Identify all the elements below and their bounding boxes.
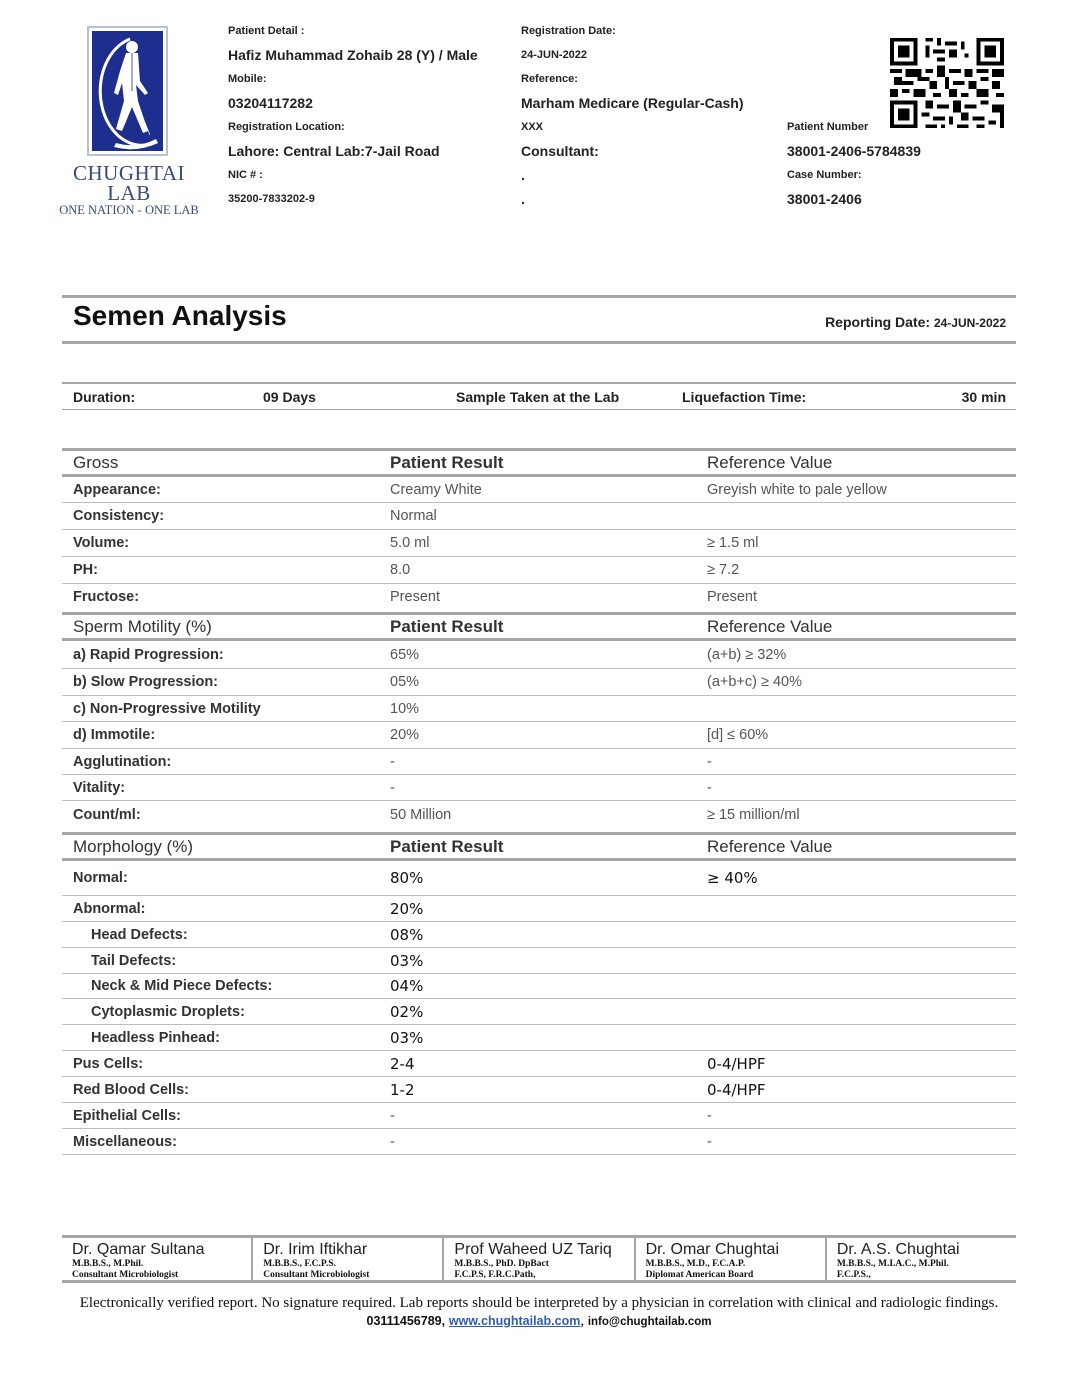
location-value: Lahore: Central Lab:7-Jail Road (228, 143, 440, 159)
test-reference: Greyish white to pale yellow (707, 481, 887, 498)
doctor-title: F.C.P.S., (836, 1270, 871, 1280)
doctor-name: Dr. Omar Chughtai (645, 1241, 779, 1258)
patient-name-value: Hafiz Muhammad Zohaib 28 (Y) / Male (228, 47, 478, 63)
reporting-date-label: Reporting Date: (825, 314, 931, 330)
test-name: Vitality: (73, 779, 126, 796)
test-name: Miscellaneous: (73, 1133, 177, 1150)
test-result: 08% (390, 925, 424, 944)
header-result: Patient Result (390, 616, 504, 636)
doctor-qualification: M.B.B.S., M.Phil. (72, 1259, 144, 1269)
table-row (62, 1103, 1016, 1129)
nic-label: NIC # : (228, 169, 263, 181)
location-label: Registration Location: (228, 121, 345, 133)
test-reference: (a+b) ≥ 32% (707, 646, 787, 663)
patient-detail-label: Patient Detail : (228, 25, 305, 37)
test-result: Present (390, 589, 440, 605)
test-name: Head Defects: (91, 926, 188, 943)
doctor-name: Prof Waheed UZ Tariq (454, 1241, 612, 1258)
test-name: Abnormal: (73, 900, 146, 917)
test-name: PH: (73, 562, 98, 578)
table-header (62, 832, 1016, 861)
motility-table (62, 612, 1016, 828)
test-reference: 0-4/HPF (707, 1080, 766, 1099)
test-name: Red Blood Cells: (73, 1081, 190, 1098)
test-reference: - (707, 1133, 712, 1150)
lab-logo-text (50, 163, 208, 217)
test-name: Fructose: (73, 589, 140, 605)
table-row (62, 861, 1016, 896)
header-result: Patient Result (390, 452, 504, 472)
qr-code-icon (890, 37, 1004, 129)
test-result: 20% (390, 899, 424, 918)
doctor-qualification: M.B.B.S., M.I.A.C., M.Phil. (836, 1259, 949, 1269)
test-name: a) Rapid Progression: (73, 646, 224, 663)
reference-sub: XXX (521, 121, 544, 133)
table-row (62, 503, 1016, 530)
test-reference: [d] ≤ 60% (707, 727, 769, 743)
test-name: Volume: (73, 535, 130, 551)
table-row (62, 696, 1016, 722)
report-title-bar (62, 295, 1016, 344)
test-result: 20% (390, 727, 420, 743)
header-reference: Reference Value (707, 616, 833, 636)
morphology-table (62, 832, 1016, 1155)
doctor-card (62, 1238, 251, 1280)
test-result: 04% (390, 977, 424, 995)
mobile-value: 03204117282 (228, 95, 313, 111)
doctor-name: Dr. A.S. Chughtai (836, 1241, 960, 1258)
duration-value: 09 Days (263, 389, 316, 405)
doctor-name: Dr. Irim Iftikhar (263, 1241, 368, 1258)
test-result: - (390, 753, 395, 770)
test-result: 65% (390, 646, 420, 663)
consultant-value-1: . (521, 167, 525, 183)
test-result: Creamy White (390, 481, 482, 498)
gross-table (62, 448, 1016, 610)
reference-label: Reference: (521, 73, 578, 85)
table-row (62, 922, 1016, 948)
doctor-title: Diplomat American Board (645, 1270, 754, 1280)
registration-date-value: 24-JUN-2022 (521, 49, 588, 61)
test-result: - (390, 1107, 395, 1124)
registration-date-label: Registration Date: (521, 25, 616, 37)
report-title: Semen Analysis (73, 300, 287, 331)
test-reference: 0-4/HPF (707, 1054, 766, 1073)
table-header (62, 612, 1016, 641)
table-row (62, 641, 1016, 669)
test-name: Cytoplasmic Droplets: (91, 1003, 245, 1020)
sample-note: Sample Taken at the Lab (456, 389, 620, 405)
liquefaction-label: Liquefaction Time: (682, 389, 807, 405)
test-result: 5.0 ml (390, 535, 430, 551)
table-row (62, 477, 1016, 503)
test-result: 50 Million (390, 806, 452, 823)
table-row (62, 896, 1016, 922)
consultant-label: Consultant: (521, 143, 599, 159)
test-result: - (390, 779, 395, 796)
consultant-value-2: . (521, 191, 525, 207)
test-result: 2-4 (390, 1054, 415, 1073)
test-name: Neck & Mid Piece Defects: (91, 978, 273, 994)
test-result: 8.0 (390, 562, 411, 578)
test-name: Appearance: (73, 481, 161, 498)
test-reference: Present (707, 589, 757, 605)
test-name: b) Slow Progression: (73, 674, 219, 690)
walking-man-icon (92, 31, 163, 151)
sample-info-bar (62, 382, 1016, 410)
footer-phone: 03111456789, (366, 1314, 446, 1328)
duration-label: Duration: (73, 389, 136, 405)
test-name: Agglutination: (73, 753, 172, 770)
doctor-card (251, 1238, 442, 1280)
test-result: 80% (390, 869, 424, 887)
nic-value: 35200-7833202-9 (228, 193, 315, 205)
mobile-label: Mobile: (228, 73, 267, 85)
test-result: 10% (390, 700, 420, 717)
footer-disclaimer: Electronically verified report. No signature required. Lab reports should be interpreted by a physician in correlation with clinical and radiologic findings. 03111456789, www.chughtailab.com, info@chughtailab.com (79, 1295, 999, 1329)
reporting-date-value: 24-JUN-2022 (933, 316, 1006, 330)
table-row (62, 530, 1016, 557)
test-result: 1-2 (390, 1080, 415, 1099)
test-name: Epithelial Cells: (73, 1107, 181, 1124)
reporting-date (825, 314, 1006, 330)
lab-logo-emblem (87, 26, 168, 156)
table-row (62, 974, 1016, 999)
case-number-label: Case Number: (787, 169, 862, 181)
footer-website-link[interactable]: www.chughtailab.com (448, 1314, 581, 1328)
doctor-card (442, 1238, 633, 1280)
test-result: 03% (390, 951, 424, 970)
lab-name: CHUGHTAI LAB (73, 161, 185, 205)
table-row (62, 1051, 1016, 1077)
header-result: Patient Result (390, 836, 504, 856)
test-name: Tail Defects: (91, 952, 177, 969)
table-row (62, 722, 1016, 749)
test-name: Normal: (73, 870, 128, 886)
test-reference: - (707, 753, 712, 770)
test-result: - (390, 1133, 395, 1150)
patient-number-value: 38001-2406-5784839 (787, 143, 921, 159)
header-test: Morphology (%) (73, 836, 193, 856)
table-header (62, 448, 1016, 477)
test-name: d) Immotile: (73, 727, 156, 743)
test-reference: - (707, 1107, 712, 1124)
header-test: Gross (73, 452, 119, 472)
test-name: Pus Cells: (73, 1055, 144, 1072)
table-row (62, 1129, 1016, 1155)
disclaimer-text: Electronically verified report. No signature required. Lab reports should be interpreted by a physician in correlation with clinical and radiologic findings. (79, 1295, 999, 1311)
doctors-signature-bar (62, 1235, 1016, 1283)
patient-detail-block (228, 22, 478, 214)
doctor-name: Dr. Qamar Sultana (72, 1241, 205, 1258)
case-block (787, 118, 921, 214)
test-reference: ≥ 7.2 (707, 562, 740, 578)
table-row (62, 999, 1016, 1025)
test-reference: ≥ 15 million/ml (707, 806, 800, 823)
table-row (62, 584, 1016, 610)
header-reference: Reference Value (707, 836, 833, 856)
test-name: Consistency: (73, 508, 165, 524)
test-name: Headless Pinhead: (91, 1029, 220, 1046)
footer-email: info@chughtailab.com (587, 1316, 712, 1328)
test-reference: - (707, 779, 712, 796)
table-row (62, 557, 1016, 584)
doctor-qualification: M.B.B.S., PhD. DpBact (454, 1259, 549, 1269)
test-name: Count/ml: (73, 806, 141, 823)
test-result: 02% (390, 1002, 424, 1021)
test-result: 03% (390, 1028, 424, 1047)
header-reference: Reference Value (707, 452, 833, 472)
table-row (62, 1025, 1016, 1051)
doctor-qualification: M.B.B.S., M.D., F.C.A.P. (645, 1259, 746, 1269)
test-result: Normal (390, 508, 437, 524)
table-row (62, 948, 1016, 974)
doctor-card (825, 1238, 1016, 1280)
test-result: 05% (390, 674, 420, 690)
doctor-title: F.C.P.S, F.R.C.Path, (454, 1270, 536, 1280)
table-row (62, 775, 1016, 801)
table-row (62, 801, 1016, 828)
case-number-value: 38001-2406 (787, 191, 862, 207)
table-row (62, 749, 1016, 775)
doctor-card (634, 1238, 825, 1280)
patient-number-label: Patient Number (787, 121, 869, 133)
test-name: c) Non-Progressive Motility (73, 700, 261, 717)
registration-block (521, 22, 744, 214)
doctor-title: Consultant Microbiologist (72, 1270, 179, 1280)
table-row (62, 1077, 1016, 1103)
table-row (62, 669, 1016, 696)
reference-value: Marham Medicare (Regular-Cash) (521, 95, 744, 111)
lab-tagline: ONE NATION - ONE LAB (59, 203, 199, 217)
doctor-title: Consultant Microbiologist (263, 1270, 370, 1280)
doctor-qualification: M.B.B.S., F.C.P.S. (263, 1259, 336, 1269)
header-test: Sperm Motility (%) (73, 616, 212, 636)
liquefaction-value: 30 min (961, 389, 1006, 405)
test-reference: ≥ 1.5 ml (707, 535, 759, 551)
test-reference: ≥ 40% (707, 869, 758, 887)
test-reference: (a+b+c) ≥ 40% (707, 674, 803, 690)
